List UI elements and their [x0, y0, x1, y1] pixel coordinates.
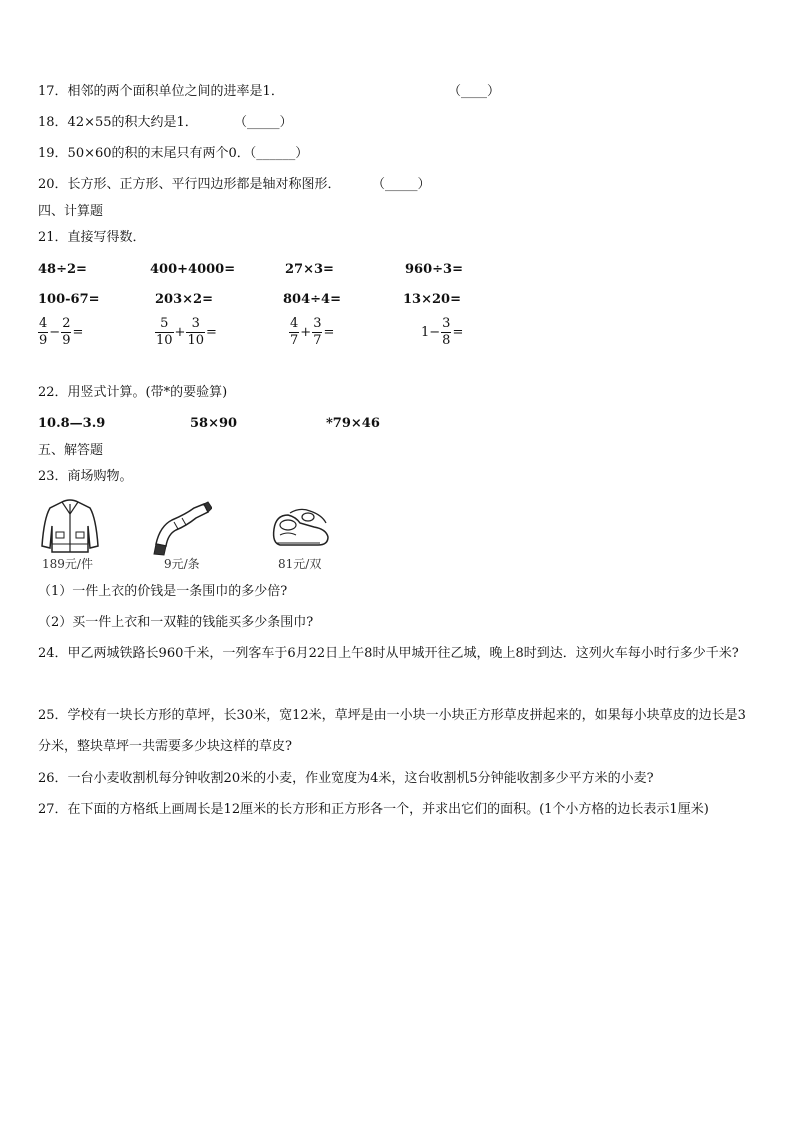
question-23-sub-2: （2）买一件上衣和一双鞋的钱能买多少条围巾? — [38, 615, 314, 630]
fraction-expression: 1− $\frac{3}{8}$ = — [421, 316, 464, 348]
question-27: 27．在下面的方格纸上画周长是12厘米的长方形和正方形各一个，并求出它们的面积。(1个小方格的边长表示1厘米) — [38, 802, 709, 817]
question-19: 19．50×60的积的末尾只有两个0．（______） — [38, 146, 309, 161]
scarf-price: 9元/条 — [164, 557, 200, 571]
fraction: $\frac{4}{9}$ — [39, 316, 48, 348]
shoes-icon — [270, 505, 332, 551]
question-22: 22．用竖式计算。(带*的要验算) — [38, 385, 228, 400]
calc-item: 804÷4= — [283, 292, 341, 307]
section-5-title: 五、解答题 — [38, 443, 104, 458]
answer-bracket-20[interactable]: （_____） — [372, 177, 431, 192]
calc-item: 203×2= — [155, 292, 213, 307]
question-20: 20．长方形、正方形、平行四边形都是轴对称图形． — [38, 177, 341, 192]
question-18: 18．42×55的积大约是1． — [38, 115, 198, 130]
question-25: 25．学校有一块长方形的草坪，长30米，宽12米，草坪是由一小块一小块正方形草皮拼起来的，如果每小块草皮的边长是3分米，整块草坪一共需要多少块这样的草皮? — [38, 708, 746, 754]
calc-item: 48÷2= — [38, 262, 87, 277]
fraction: $\frac{5}{10}$ — [156, 316, 173, 348]
fraction-expression: $\frac{4}{9}$ − $\frac{2}{9}$ = — [39, 316, 84, 348]
fraction: $\frac{3}{10}$ — [187, 316, 204, 348]
jacket-price: 189元/件 — [42, 557, 93, 571]
question-24: 24．甲乙两城铁路长960千米，一列客车于6月22日上午8时从甲城开往乙城，晚上8时到达．这列火车每小时行多少千米? — [38, 646, 739, 661]
question-23: 23．商场购物。 — [38, 469, 133, 484]
question-17: 17．相邻的两个面积单位之间的进率是1． — [38, 84, 284, 99]
section-4-title: 四、计算题 — [38, 204, 104, 219]
calc-item: 13×20= — [403, 292, 461, 307]
vertical-calc-item: *79×46 — [326, 416, 380, 431]
question-21: 21．直接写得数． — [38, 230, 146, 245]
shoes-price: 81元/双 — [278, 557, 322, 571]
jacket-icon — [40, 498, 100, 554]
fraction: $\frac{3}{8}$ — [442, 316, 451, 348]
question-26: 26．一台小麦收割机每分钟收割20米的小麦，作业宽度为4米，这台收割机5分钟能收割多少平方米的小麦? — [38, 771, 654, 786]
vertical-calc-item: 58×90 — [190, 416, 238, 431]
scarf-icon — [150, 500, 212, 556]
fraction-expression: $\frac{5}{10}$ + $\frac{3}{10}$ = — [156, 316, 217, 348]
answer-bracket-17[interactable]: （____） — [448, 84, 501, 99]
fraction-expression: $\frac{4}{7}$ + $\frac{3}{7}$ = — [290, 316, 335, 348]
calc-item: 400+4000= — [150, 262, 236, 277]
fraction: $\frac{2}{9}$ — [62, 316, 71, 348]
calc-item: 100-67= — [38, 292, 100, 307]
fraction: $\frac{4}{7}$ — [290, 316, 299, 348]
calc-item: 960÷3= — [405, 262, 463, 277]
calc-item: 27×3= — [285, 262, 334, 277]
answer-bracket-18[interactable]: （_____） — [234, 115, 293, 130]
fraction: $\frac{3}{7}$ — [313, 316, 322, 348]
question-23-sub-1: （1）一件上衣的价钱是一条围巾的多少倍? — [38, 584, 288, 599]
vertical-calc-item: 10.8—3.9 — [38, 416, 106, 431]
